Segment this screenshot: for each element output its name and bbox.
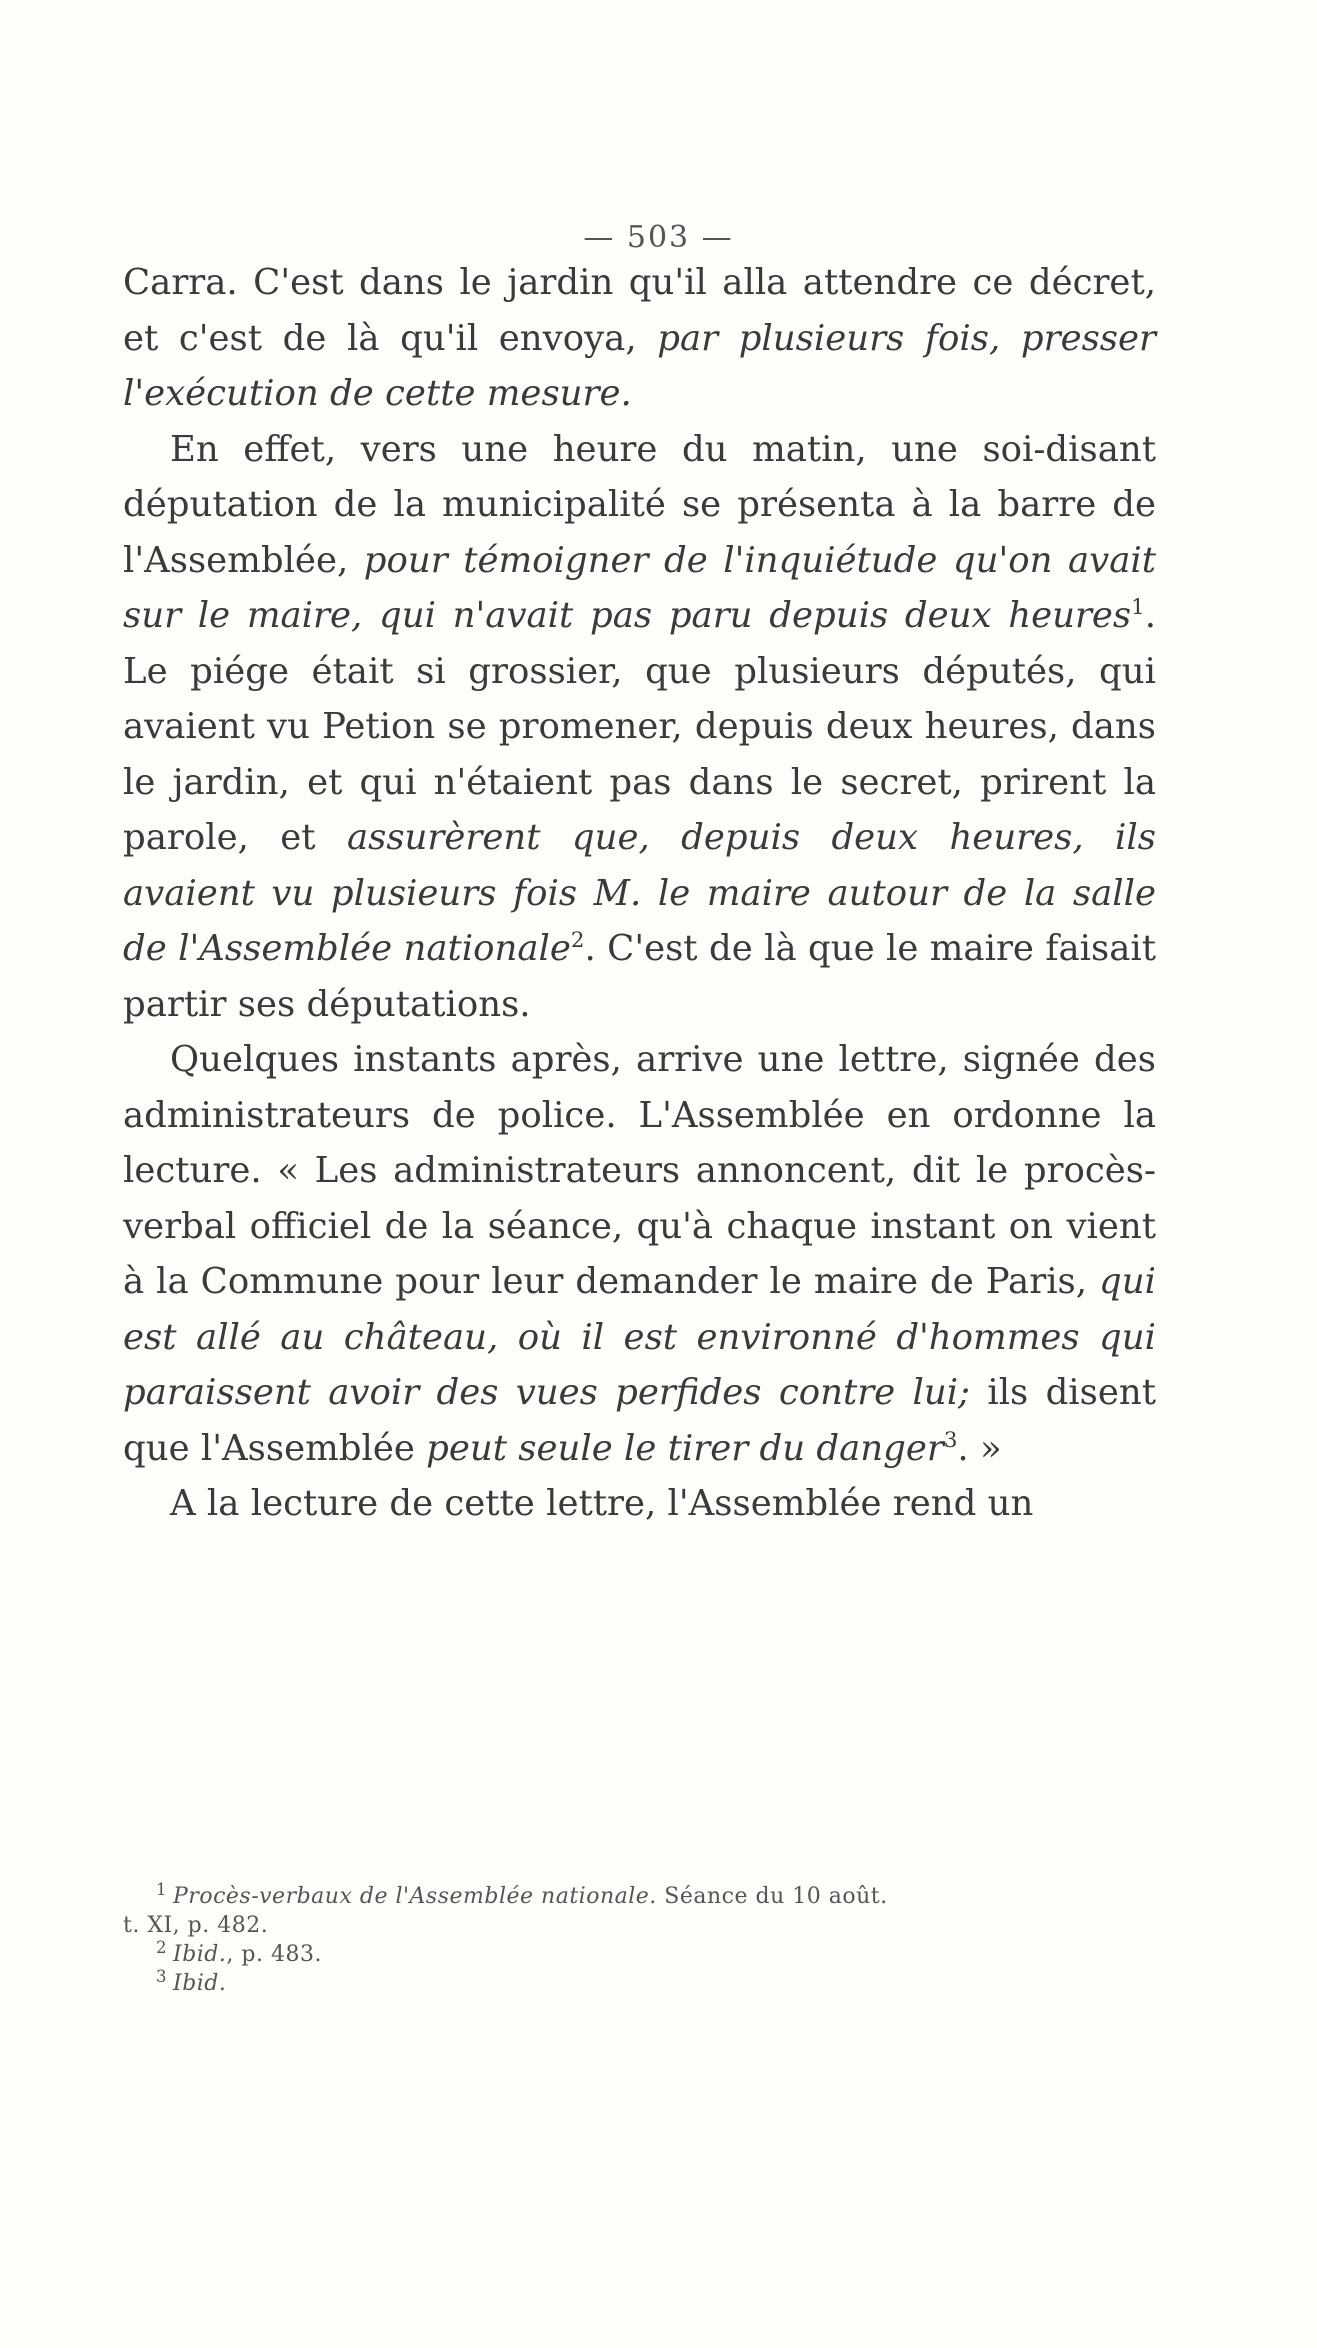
italic-span: peut seule le tirer du danger — [426, 1427, 944, 1469]
footnote-1 — [123, 1879, 1156, 1911]
italic-span: par plusieurs fois, presser l'exécution de cette mesure. — [123, 317, 1156, 414]
footnote-mark: 2 — [156, 1937, 167, 1957]
footnote-text: Séance du 10 août. — [656, 1884, 888, 1909]
footnote-2 — [123, 1937, 1156, 1969]
italic-span: pour témoigner de l'inquiétude qu'on avait sur le maire, qui n'avait pas paru depuis deux heures — [123, 539, 1156, 636]
footnote-3 — [123, 1966, 1156, 1998]
text-span: Carra. C'est dans le jardin qu'il alla attendre ce décret, et c'est de là qu'il envoya, — [123, 262, 1156, 359]
text-span: A la lecture de cette lettre, l'Assemblée rend un — [170, 1483, 1034, 1524]
italic-span: assurèrent que, depuis deux heures, ils avaient vu plusieurs fois M. le maire autour de la salle de l'Assemblée nationale — [123, 817, 1156, 969]
footnote-title: Procès-verbaux de l'Assemblée nationale. — [173, 1884, 657, 1909]
text-span: ils disent que l'Assemblée — [123, 1372, 1156, 1469]
footnote-ref[interactable]: 3 — [943, 1427, 958, 1453]
paragraph-1 — [123, 255, 1156, 422]
footnote-mark: 3 — [156, 1966, 167, 1986]
paragraph-3 — [123, 1032, 1156, 1476]
page-number: — 503 — — [583, 220, 734, 255]
footnotes — [123, 1879, 1156, 1998]
italic-span: qui est allé au château, où il est environné d'hommes qui paraissent avoir des vues perfides contre lui; — [123, 1261, 1156, 1413]
text-span: Quelques instants après, arrive une lettre, signée des administrateurs de police. L'Assemblée en ordonne la lecture. « Les administrateurs annoncent, dit le procès-verbal officiel de la séance, qu'à chaque instant on vient à la Commune pour leur demander le maire de Paris, — [123, 1039, 1156, 1302]
main-text — [123, 255, 1156, 1532]
footnote-mark: 1 — [156, 1879, 167, 1899]
footnote-title: Ibid. — [173, 1971, 227, 1996]
text-span: . » — [957, 1427, 1002, 1469]
footnote-ref[interactable]: 1 — [1131, 595, 1145, 621]
text-span: . Le piége était si grossier, que plusieurs députés, qui avaient vu Petion se promener, depuis deux heures, dans le jardin, et qui n'étaient pas dans le secret, prirent la parole, et — [123, 595, 1156, 858]
footnote-1-continuation: t. XI, p. 482. — [123, 1913, 269, 1938]
paragraph-4 — [123, 1476, 1156, 1532]
footnote-text: , p. 483. — [226, 1942, 322, 1967]
paragraph-2 — [123, 422, 1156, 1033]
text-span: . C'est de là que le maire faisait partir ses députations. — [123, 928, 1156, 1025]
footnote-title: Ibid. — [173, 1942, 227, 1967]
footnote-ref[interactable]: 2 — [570, 928, 585, 954]
text-span: En effet, vers une heure du matin, une soi-disant députation de la municipalité se présenta à la barre de l'Assemblée, — [123, 428, 1156, 581]
